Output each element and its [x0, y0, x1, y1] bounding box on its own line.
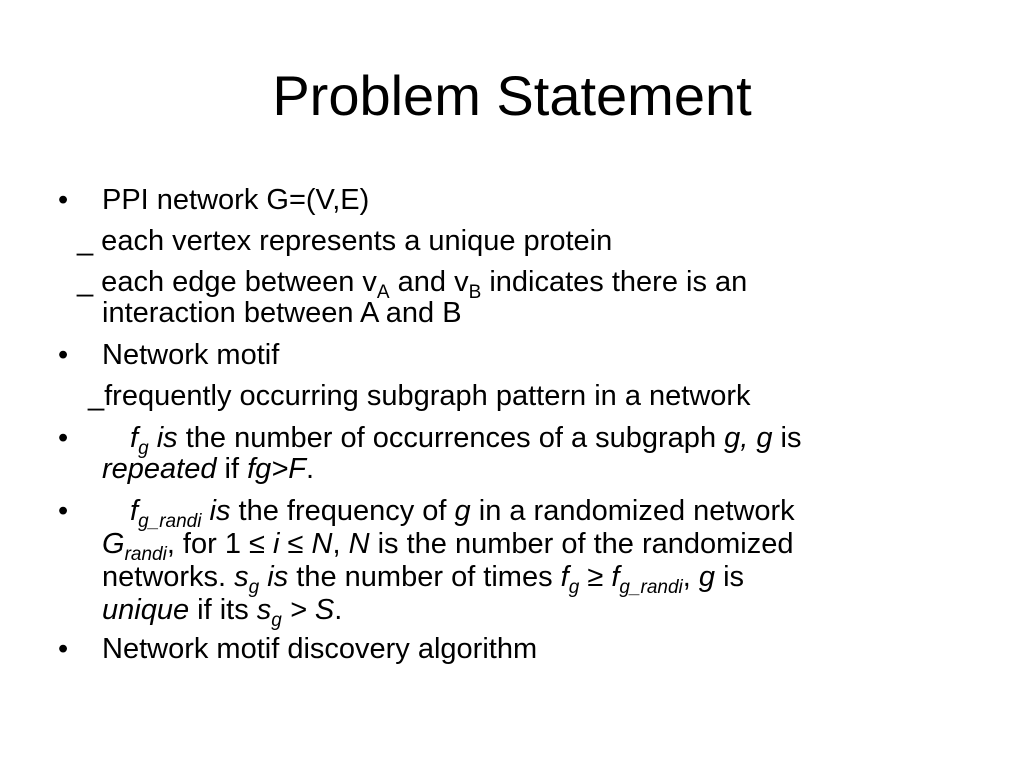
bullet-fgrandi-line1: $f_{g\_randi}$ is the frequency of g in a randomized network: [130, 495, 795, 532]
bullet-marker: •: [58, 184, 69, 216]
subitem-edge-line2: interaction between A and B: [102, 297, 462, 329]
bullet-ppi-network: PPI network G=(V,E): [102, 184, 370, 216]
bullet-fgrandi-line4: unique if its $s_g > S$.: [102, 594, 343, 631]
bullet-fgrandi-line3: networks. $s_g$ is the number of times $f_g \ge f_{g\_randi}$, g is: [102, 561, 745, 598]
bullet-discovery-algorithm: Network motif discovery algorithm: [102, 633, 538, 665]
bullet-fg-line2: repeated if fg>F.: [102, 453, 315, 485]
subitem-vertex: _ each vertex represents a unique protein: [77, 225, 613, 257]
bullet-fgrandi-line2: $G_{randi}$, for 1 ≤ i ≤ N, N is the number of the randomized: [102, 528, 794, 565]
slide-title: Problem Statement: [272, 64, 752, 127]
bullet-network-motif: Network motif: [102, 339, 280, 371]
bullet-marker: •: [58, 633, 69, 665]
bullet-marker: •: [58, 495, 69, 527]
subitem-edge-line1: _ each edge between $v_A$ and $v_B$ indicates there is an: [77, 266, 748, 303]
bullet-marker: •: [58, 422, 69, 454]
bullet-fg-line1: $f_g$ is the number of occurrences of a subgraph g, g is: [130, 422, 802, 459]
bullet-marker: •: [58, 339, 69, 371]
subitem-frequent-subgraph: _frequently occurring subgraph pattern in a network: [88, 380, 751, 412]
